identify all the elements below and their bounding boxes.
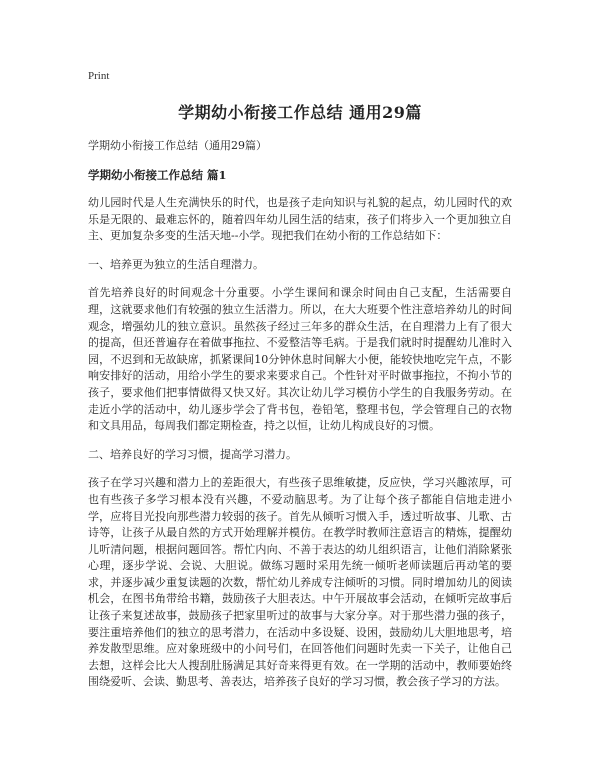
paragraph-body-1: 首先培养良好的时间观念十分重要。小学生课间和课余时间由自己支配，生活需要自理，这就要求他们有较强的独立生活潜力。所以，在大大班要个性注意培养幼儿的时间观念，增强幼儿的独立意识。虽然孩子经过三年多的群众生活，在自理潜力上有了很大的提高，但还普遍存在着做事拖拉、不爱整洁等毛病。于是我们就时时提醒幼儿准时入园，不迟到和无故缺席，抓紧课间10分钟休息时间解大小便，能较快地吃完午点，不影响安排好的活动，用给小学生的要求来要求自己。个性针对平时做事拖拉，不拘小节的孩子，要求他们把事情做得又快又好。其次让幼儿学习模仿小学生的自我服务劳动。在走近小学的活动中，幼儿逐步学会了背书包，卷铅笔，整理书包，学会管理自己的衣物和文具用品，每周我们都定期检查，持之以恒，让幼儿构成良好的习惯。 bbox=[88, 286, 512, 433]
document-page bbox=[88, 70, 512, 691]
document-subtitle: 学期幼小衔接工作总结（通用29篇） bbox=[88, 139, 267, 152]
section-heading: 学期幼小衔接工作总结 篇1 bbox=[88, 168, 227, 182]
paragraph-intro: 幼儿园时代是人生充满快乐的时代，也是孩子走向知识与礼貌的起点，幼儿园时代的欢乐是无限的、最难忘怀的，随着四年幼儿园生活的结束，孩子们将步入一个更加独立自主、更加复杂多变的生活天地--小学。现把我们在幼小衔的工作总结如下： bbox=[88, 196, 512, 243]
document-title: 学期幼小衔接工作总结 通用29篇 bbox=[178, 103, 422, 122]
paragraph-heading-2: 二、培养良好的学习习惯，提高学习潜力。 bbox=[88, 447, 297, 461]
paragraph-body-2: 孩子在学习兴趣和潜力上的差距很大，有些孩子思维敏捷，反应快，学习兴趣浓厚，可也有些孩子多学习根本没有兴趣，不爱动脑思考。为了让每个孩子都能自信地走进小学，应将目光投向那些潜力较弱的孩子。首先从倾听习惯入手，透过听故事、儿歌、古诗等，让孩子从最自然的方式开始理解并模仿。在教学时教师注意语言的精炼，提醒幼儿听清问题，根据问题回答。帮忙内向、不善于表达的幼儿组织语言，让他们消除紧张心理，逐步学说、会说、大胆说。做练习题时采用先统一倾听老师读题后再动笔的要求，并逐步减少重复读题的次数，帮忙幼儿养成专注倾听的习惯。同时增加幼儿的阅读机会，在图书角带给书籍，鼓励孩子大胆表达。中午开展故事会活动，在倾听完故事后让孩子来复述故事，鼓励孩子把家里听过的故事与大家分享。对于那些潜力强的孩子，要注重培养他们的独立的思考潜力，在活动中多设疑、设困，鼓励幼儿大胆地思考，培养发散型思维。应对象班级中的小问号们，在回答他们问题时先卖一下关子，让他自己去想，这样会比大人搜刮肚肠满足其好奇来得更有效。在一学期的活动中，教师要始终围绕爱听、会读、勤思考、善表达，培养孩子良好的学习习惯，教会孩子学习的方法。 bbox=[88, 476, 512, 689]
print-label: Print bbox=[88, 70, 110, 82]
paragraph-heading-1: 一、培养更为独立的生活自理潜力。 bbox=[88, 257, 264, 271]
